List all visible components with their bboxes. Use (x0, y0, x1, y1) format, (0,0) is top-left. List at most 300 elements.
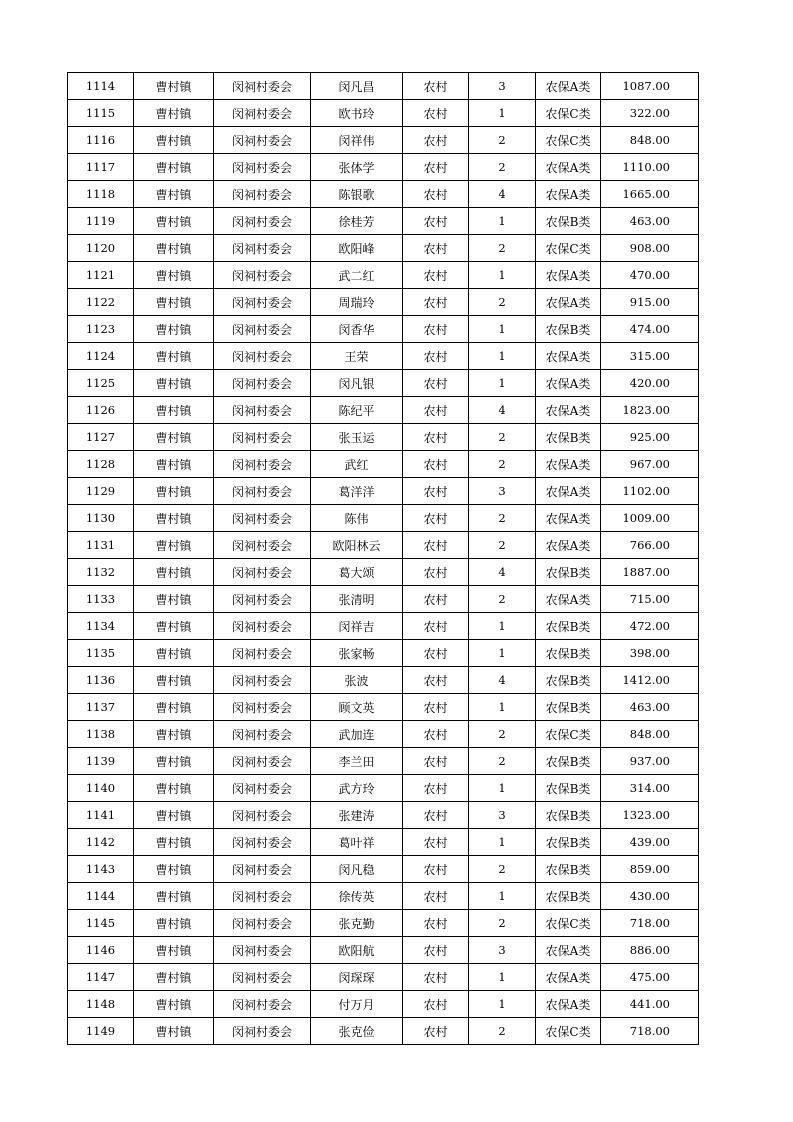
cell-insurance-category: 农保B类 (536, 829, 601, 856)
table-row (68, 613, 699, 640)
cell-insurance-category: 农保A类 (536, 964, 601, 991)
table-row (68, 316, 699, 343)
cell-area-type: 农村 (403, 937, 469, 964)
cell-village: 闵祠村委会 (214, 343, 311, 370)
cell-person-name: 闵凡昌 (311, 73, 403, 100)
cell-amount: 1009.00 (601, 505, 699, 532)
cell-serial-number: 1124 (68, 343, 134, 370)
cell-town: 曹村镇 (134, 154, 214, 181)
cell-person-name: 陈纪平 (311, 397, 403, 424)
table-row (68, 208, 699, 235)
table-row (68, 262, 699, 289)
cell-town: 曹村镇 (134, 343, 214, 370)
cell-town: 曹村镇 (134, 613, 214, 640)
cell-person-name: 付万月 (311, 991, 403, 1018)
cell-town: 曹村镇 (134, 370, 214, 397)
cell-serial-number: 1121 (68, 262, 134, 289)
cell-area-type: 农村 (403, 1018, 469, 1045)
cell-person-name: 葛叶祥 (311, 829, 403, 856)
cell-serial-number: 1135 (68, 640, 134, 667)
cell-village: 闵祠村委会 (214, 721, 311, 748)
cell-serial-number: 1142 (68, 829, 134, 856)
cell-insurance-category: 农保A类 (536, 937, 601, 964)
cell-town: 曹村镇 (134, 802, 214, 829)
table-row (68, 640, 699, 667)
table-row (68, 883, 699, 910)
cell-insurance-category: 农保A类 (536, 991, 601, 1018)
cell-insurance-category: 农保A类 (536, 532, 601, 559)
cell-town: 曹村镇 (134, 532, 214, 559)
cell-serial-number: 1138 (68, 721, 134, 748)
cell-household-count: 4 (469, 181, 536, 208)
cell-village: 闵祠村委会 (214, 586, 311, 613)
cell-area-type: 农村 (403, 748, 469, 775)
table-row (68, 991, 699, 1018)
cell-village: 闵祠村委会 (214, 613, 311, 640)
cell-person-name: 闵凡银 (311, 370, 403, 397)
cell-town: 曹村镇 (134, 73, 214, 100)
cell-insurance-category: 农保A类 (536, 343, 601, 370)
cell-area-type: 农村 (403, 559, 469, 586)
cell-household-count: 2 (469, 910, 536, 937)
cell-area-type: 农村 (403, 100, 469, 127)
table-row (68, 73, 699, 100)
cell-amount: 1665.00 (601, 181, 699, 208)
cell-household-count: 2 (469, 1018, 536, 1045)
cell-insurance-category: 农保C类 (536, 127, 601, 154)
cell-household-count: 2 (469, 424, 536, 451)
table-row (68, 910, 699, 937)
cell-household-count: 3 (469, 937, 536, 964)
cell-serial-number: 1137 (68, 694, 134, 721)
cell-village: 闵祠村委会 (214, 937, 311, 964)
cell-amount: 848.00 (601, 721, 699, 748)
cell-insurance-category: 农保B类 (536, 748, 601, 775)
table-row (68, 775, 699, 802)
cell-insurance-category: 农保A类 (536, 586, 601, 613)
cell-household-count: 2 (469, 127, 536, 154)
cell-person-name: 陈伟 (311, 505, 403, 532)
cell-person-name: 闵祥吉 (311, 613, 403, 640)
cell-household-count: 1 (469, 208, 536, 235)
cell-insurance-category: 农保B类 (536, 775, 601, 802)
cell-area-type: 农村 (403, 370, 469, 397)
cell-area-type: 农村 (403, 613, 469, 640)
table-row (68, 100, 699, 127)
cell-amount: 463.00 (601, 208, 699, 235)
cell-person-name: 武加连 (311, 721, 403, 748)
cell-area-type: 农村 (403, 586, 469, 613)
cell-amount: 1102.00 (601, 478, 699, 505)
cell-household-count: 4 (469, 667, 536, 694)
cell-town: 曹村镇 (134, 937, 214, 964)
cell-insurance-category: 农保C类 (536, 1018, 601, 1045)
cell-amount: 925.00 (601, 424, 699, 451)
cell-serial-number: 1145 (68, 910, 134, 937)
cell-area-type: 农村 (403, 829, 469, 856)
table-row (68, 748, 699, 775)
cell-insurance-category: 农保A类 (536, 154, 601, 181)
cell-town: 曹村镇 (134, 505, 214, 532)
cell-serial-number: 1117 (68, 154, 134, 181)
cell-insurance-category: 农保B类 (536, 667, 601, 694)
cell-area-type: 农村 (403, 910, 469, 937)
cell-town: 曹村镇 (134, 667, 214, 694)
cell-serial-number: 1143 (68, 856, 134, 883)
cell-person-name: 张波 (311, 667, 403, 694)
cell-serial-number: 1130 (68, 505, 134, 532)
table-row (68, 370, 699, 397)
cell-town: 曹村镇 (134, 424, 214, 451)
cell-amount: 441.00 (601, 991, 699, 1018)
cell-serial-number: 1131 (68, 532, 134, 559)
cell-area-type: 农村 (403, 397, 469, 424)
cell-insurance-category: 农保B类 (536, 424, 601, 451)
cell-area-type: 农村 (403, 694, 469, 721)
cell-village: 闵祠村委会 (214, 910, 311, 937)
cell-household-count: 2 (469, 505, 536, 532)
cell-household-count: 2 (469, 154, 536, 181)
cell-town: 曹村镇 (134, 397, 214, 424)
cell-insurance-category: 农保B类 (536, 316, 601, 343)
cell-village: 闵祠村委会 (214, 829, 311, 856)
cell-amount: 322.00 (601, 100, 699, 127)
cell-amount: 715.00 (601, 586, 699, 613)
cell-town: 曹村镇 (134, 451, 214, 478)
cell-area-type: 农村 (403, 505, 469, 532)
cell-household-count: 1 (469, 829, 536, 856)
table-row (68, 964, 699, 991)
cell-serial-number: 1115 (68, 100, 134, 127)
cell-village: 闵祠村委会 (214, 856, 311, 883)
cell-household-count: 1 (469, 883, 536, 910)
cell-insurance-category: 农保B类 (536, 559, 601, 586)
table-row (68, 397, 699, 424)
cell-household-count: 1 (469, 694, 536, 721)
cell-town: 曹村镇 (134, 316, 214, 343)
cell-serial-number: 1129 (68, 478, 134, 505)
cell-household-count: 2 (469, 451, 536, 478)
cell-amount: 848.00 (601, 127, 699, 154)
cell-person-name: 武方玲 (311, 775, 403, 802)
cell-insurance-category: 农保B类 (536, 856, 601, 883)
cell-household-count: 4 (469, 559, 536, 586)
cell-area-type: 农村 (403, 154, 469, 181)
cell-person-name: 欧阳航 (311, 937, 403, 964)
table-row (68, 802, 699, 829)
cell-insurance-category: 农保C类 (536, 910, 601, 937)
cell-amount: 463.00 (601, 694, 699, 721)
cell-area-type: 农村 (403, 478, 469, 505)
cell-person-name: 武红 (311, 451, 403, 478)
table-row (68, 235, 699, 262)
cell-person-name: 徐桂芳 (311, 208, 403, 235)
cell-person-name: 武二红 (311, 262, 403, 289)
cell-household-count: 2 (469, 532, 536, 559)
cell-village: 闵祠村委会 (214, 370, 311, 397)
cell-amount: 1412.00 (601, 667, 699, 694)
cell-area-type: 农村 (403, 181, 469, 208)
table-row (68, 154, 699, 181)
cell-household-count: 2 (469, 235, 536, 262)
cell-area-type: 农村 (403, 73, 469, 100)
cell-amount: 1110.00 (601, 154, 699, 181)
cell-amount: 1823.00 (601, 397, 699, 424)
cell-area-type: 农村 (403, 991, 469, 1018)
cell-person-name: 陈银歌 (311, 181, 403, 208)
cell-village: 闵祠村委会 (214, 505, 311, 532)
cell-serial-number: 1140 (68, 775, 134, 802)
cell-town: 曹村镇 (134, 910, 214, 937)
cell-household-count: 1 (469, 370, 536, 397)
cell-insurance-category: 农保A类 (536, 73, 601, 100)
cell-insurance-category: 农保B类 (536, 802, 601, 829)
cell-village: 闵祠村委会 (214, 559, 311, 586)
cell-village: 闵祠村委会 (214, 694, 311, 721)
cell-area-type: 农村 (403, 235, 469, 262)
cell-serial-number: 1125 (68, 370, 134, 397)
cell-amount: 1323.00 (601, 802, 699, 829)
cell-town: 曹村镇 (134, 991, 214, 1018)
cell-amount: 718.00 (601, 910, 699, 937)
cell-person-name: 张家畅 (311, 640, 403, 667)
cell-serial-number: 1119 (68, 208, 134, 235)
cell-area-type: 农村 (403, 316, 469, 343)
cell-amount: 439.00 (601, 829, 699, 856)
cell-amount: 474.00 (601, 316, 699, 343)
cell-area-type: 农村 (403, 775, 469, 802)
cell-village: 闵祠村委会 (214, 424, 311, 451)
cell-serial-number: 1148 (68, 991, 134, 1018)
cell-serial-number: 1133 (68, 586, 134, 613)
cell-village: 闵祠村委会 (214, 1018, 311, 1045)
cell-village: 闵祠村委会 (214, 73, 311, 100)
cell-village: 闵祠村委会 (214, 397, 311, 424)
cell-serial-number: 1134 (68, 613, 134, 640)
cell-insurance-category: 农保C类 (536, 721, 601, 748)
cell-village: 闵祠村委会 (214, 289, 311, 316)
cell-village: 闵祠村委会 (214, 532, 311, 559)
cell-amount: 430.00 (601, 883, 699, 910)
cell-town: 曹村镇 (134, 775, 214, 802)
cell-serial-number: 1126 (68, 397, 134, 424)
cell-amount: 937.00 (601, 748, 699, 775)
cell-village: 闵祠村委会 (214, 478, 311, 505)
table-row (68, 505, 699, 532)
table-row (68, 694, 699, 721)
cell-village: 闵祠村委会 (214, 964, 311, 991)
cell-area-type: 农村 (403, 721, 469, 748)
cell-amount: 766.00 (601, 532, 699, 559)
cell-village: 闵祠村委会 (214, 208, 311, 235)
cell-amount: 315.00 (601, 343, 699, 370)
cell-village: 闵祠村委会 (214, 640, 311, 667)
table-row (68, 451, 699, 478)
cell-village: 闵祠村委会 (214, 775, 311, 802)
cell-insurance-category: 农保A类 (536, 397, 601, 424)
cell-amount: 314.00 (601, 775, 699, 802)
cell-town: 曹村镇 (134, 640, 214, 667)
cell-household-count: 1 (469, 775, 536, 802)
cell-serial-number: 1114 (68, 73, 134, 100)
cell-person-name: 顾文英 (311, 694, 403, 721)
cell-person-name: 闵祥伟 (311, 127, 403, 154)
table-row (68, 343, 699, 370)
cell-household-count: 1 (469, 640, 536, 667)
cell-insurance-category: 农保B类 (536, 613, 601, 640)
cell-insurance-category: 农保A类 (536, 370, 601, 397)
cell-household-count: 1 (469, 100, 536, 127)
cell-area-type: 农村 (403, 451, 469, 478)
beneficiary-table (67, 72, 699, 1045)
cell-insurance-category: 农保B类 (536, 640, 601, 667)
cell-serial-number: 1144 (68, 883, 134, 910)
cell-serial-number: 1149 (68, 1018, 134, 1045)
cell-serial-number: 1122 (68, 289, 134, 316)
cell-serial-number: 1127 (68, 424, 134, 451)
cell-person-name: 欧阳峰 (311, 235, 403, 262)
cell-area-type: 农村 (403, 667, 469, 694)
cell-amount: 915.00 (601, 289, 699, 316)
cell-serial-number: 1118 (68, 181, 134, 208)
cell-town: 曹村镇 (134, 181, 214, 208)
cell-insurance-category: 农保C类 (536, 100, 601, 127)
cell-household-count: 2 (469, 748, 536, 775)
table-row (68, 829, 699, 856)
cell-person-name: 葛大颂 (311, 559, 403, 586)
table-row (68, 1018, 699, 1045)
cell-area-type: 农村 (403, 127, 469, 154)
cell-household-count: 2 (469, 856, 536, 883)
cell-town: 曹村镇 (134, 883, 214, 910)
cell-serial-number: 1116 (68, 127, 134, 154)
cell-household-count: 1 (469, 613, 536, 640)
cell-serial-number: 1141 (68, 802, 134, 829)
cell-person-name: 张玉运 (311, 424, 403, 451)
cell-town: 曹村镇 (134, 829, 214, 856)
cell-insurance-category: 农保C类 (536, 235, 601, 262)
cell-household-count: 1 (469, 316, 536, 343)
cell-amount: 908.00 (601, 235, 699, 262)
cell-serial-number: 1146 (68, 937, 134, 964)
table-row (68, 667, 699, 694)
cell-village: 闵祠村委会 (214, 235, 311, 262)
table-row (68, 856, 699, 883)
cell-person-name: 张克俭 (311, 1018, 403, 1045)
table-row (68, 289, 699, 316)
cell-person-name: 张清明 (311, 586, 403, 613)
cell-town: 曹村镇 (134, 289, 214, 316)
cell-area-type: 农村 (403, 424, 469, 451)
table-row (68, 532, 699, 559)
cell-area-type: 农村 (403, 532, 469, 559)
cell-area-type: 农村 (403, 640, 469, 667)
table-row (68, 127, 699, 154)
cell-village: 闵祠村委会 (214, 883, 311, 910)
cell-person-name: 闵凡稳 (311, 856, 403, 883)
cell-person-name: 王荣 (311, 343, 403, 370)
table-row (68, 181, 699, 208)
table-row (68, 478, 699, 505)
cell-village: 闵祠村委会 (214, 316, 311, 343)
cell-village: 闵祠村委会 (214, 451, 311, 478)
table-row (68, 937, 699, 964)
cell-town: 曹村镇 (134, 478, 214, 505)
cell-insurance-category: 农保B类 (536, 883, 601, 910)
cell-area-type: 农村 (403, 262, 469, 289)
cell-insurance-category: 农保B类 (536, 694, 601, 721)
cell-serial-number: 1128 (68, 451, 134, 478)
cell-town: 曹村镇 (134, 856, 214, 883)
cell-area-type: 农村 (403, 964, 469, 991)
table-body (68, 73, 699, 1045)
cell-insurance-category: 农保A类 (536, 181, 601, 208)
table-row (68, 559, 699, 586)
cell-amount: 398.00 (601, 640, 699, 667)
cell-household-count: 3 (469, 802, 536, 829)
cell-serial-number: 1132 (68, 559, 134, 586)
cell-area-type: 农村 (403, 802, 469, 829)
cell-amount: 472.00 (601, 613, 699, 640)
table-row (68, 424, 699, 451)
cell-person-name: 葛洋洋 (311, 478, 403, 505)
cell-area-type: 农村 (403, 883, 469, 910)
cell-amount: 718.00 (601, 1018, 699, 1045)
cell-household-count: 1 (469, 262, 536, 289)
cell-town: 曹村镇 (134, 964, 214, 991)
cell-person-name: 徐传英 (311, 883, 403, 910)
cell-serial-number: 1139 (68, 748, 134, 775)
cell-village: 闵祠村委会 (214, 127, 311, 154)
cell-person-name: 张克勤 (311, 910, 403, 937)
cell-household-count: 3 (469, 73, 536, 100)
cell-household-count: 2 (469, 721, 536, 748)
cell-village: 闵祠村委会 (214, 748, 311, 775)
cell-household-count: 2 (469, 586, 536, 613)
cell-person-name: 闵香华 (311, 316, 403, 343)
cell-household-count: 3 (469, 478, 536, 505)
cell-town: 曹村镇 (134, 694, 214, 721)
cell-area-type: 农村 (403, 343, 469, 370)
cell-serial-number: 1123 (68, 316, 134, 343)
cell-person-name: 张建涛 (311, 802, 403, 829)
cell-amount: 886.00 (601, 937, 699, 964)
cell-person-name: 欧阳林云 (311, 532, 403, 559)
cell-serial-number: 1120 (68, 235, 134, 262)
cell-insurance-category: 农保A类 (536, 262, 601, 289)
cell-insurance-category: 农保A类 (536, 478, 601, 505)
cell-town: 曹村镇 (134, 1018, 214, 1045)
cell-town: 曹村镇 (134, 208, 214, 235)
cell-household-count: 1 (469, 991, 536, 1018)
cell-household-count: 4 (469, 397, 536, 424)
cell-person-name: 张体学 (311, 154, 403, 181)
cell-insurance-category: 农保A类 (536, 289, 601, 316)
cell-town: 曹村镇 (134, 100, 214, 127)
cell-amount: 859.00 (601, 856, 699, 883)
cell-town: 曹村镇 (134, 262, 214, 289)
cell-village: 闵祠村委会 (214, 802, 311, 829)
cell-serial-number: 1136 (68, 667, 134, 694)
cell-person-name: 李兰田 (311, 748, 403, 775)
cell-town: 曹村镇 (134, 127, 214, 154)
cell-village: 闵祠村委会 (214, 262, 311, 289)
cell-amount: 967.00 (601, 451, 699, 478)
cell-serial-number: 1147 (68, 964, 134, 991)
cell-insurance-category: 农保A类 (536, 451, 601, 478)
cell-town: 曹村镇 (134, 721, 214, 748)
cell-town: 曹村镇 (134, 559, 214, 586)
